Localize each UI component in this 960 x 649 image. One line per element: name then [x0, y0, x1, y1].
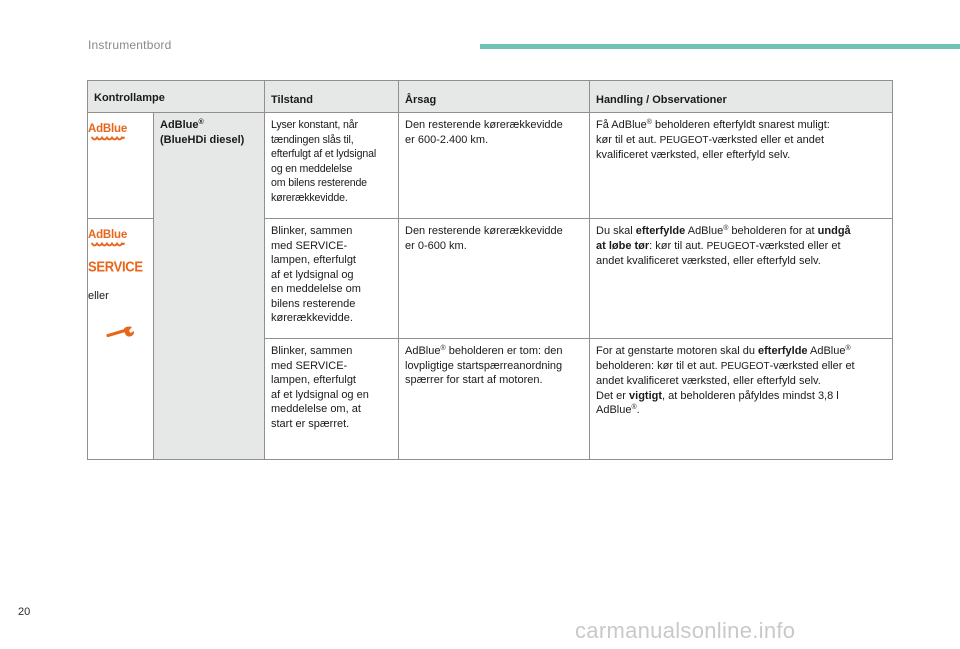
adblue-wave-icon — [91, 242, 125, 248]
wrench-icon — [106, 325, 136, 339]
lamp-name-cell: AdBlue® (BlueHDi diesel) — [154, 113, 265, 460]
table-row — [88, 113, 893, 219]
column-header-lamp: Kontrollampe — [88, 81, 265, 113]
section-title: Instrumentbord — [88, 38, 172, 52]
watermark: carmanualsonline.info — [575, 618, 796, 643]
cause-cell: Den resterende kørerækkevidde er 600-2.400 km. — [399, 113, 590, 219]
cause-cell: AdBlue® beholderen er tom: den lovpligtige startspærreanordning spærrer for start af motoren. — [399, 339, 590, 460]
action-cell: Få AdBlue® beholderen efterfyldt snarest muligt: kør til et aut. PEUGEOT-værksted eller et andet kvalificeret værksted, eller efterfyld selv. — [590, 113, 893, 219]
state-cell: Lyser konstant, når tændingen slås til, efterfulgt af et lydsignal og en meddelelse om bilens resterende kørerækkevidde. — [265, 113, 399, 219]
action-cell: For at genstarte motoren skal du efterfylde AdBlue® beholderen: kør til et aut. PEUGEOT-værksted eller et andet kvalificeret værksted, eller efterfyld selv. Det er vigtigt, at beholderen påfyldes mindst 3,8 l AdBlue®. — [590, 339, 893, 460]
table-header-row — [88, 81, 893, 113]
adblue-wave-icon — [91, 136, 125, 142]
column-header-cause: Årsag — [399, 81, 590, 113]
page-number: 20 — [18, 606, 31, 618]
header-accent-bar — [480, 44, 960, 49]
adblue-icon: AdBlue — [88, 229, 127, 248]
column-header-action: Handling / Observationer — [590, 81, 893, 113]
service-icon: SERVICE — [88, 258, 143, 275]
or-text: eller — [88, 289, 109, 302]
cause-cell: Den resterende kørerækkevidde er 0-600 km. — [399, 219, 590, 339]
column-header-state: Tilstand — [265, 81, 399, 113]
adblue-icon: AdBlue — [88, 123, 127, 142]
warning-lamp-table — [87, 80, 893, 460]
lamp-icon-cell — [88, 113, 154, 219]
lamp-icon-cell — [88, 219, 154, 460]
state-cell: Blinker, sammen med SERVICE- lampen, efterfulgt af et lydsignal og en meddelelse om bilens resterende kørerækkevidde. — [265, 219, 399, 339]
action-cell: Du skal efterfylde AdBlue® beholderen for at undgå at løbe tør: kør til aut. PEUGEOT-værksted eller et andet kvalificeret værksted, eller efterfyld selv. — [590, 219, 893, 339]
state-cell: Blinker, sammen med SERVICE- lampen, efterfulgt af et lydsignal og en meddelelse om, at start er spærret. — [265, 339, 399, 460]
